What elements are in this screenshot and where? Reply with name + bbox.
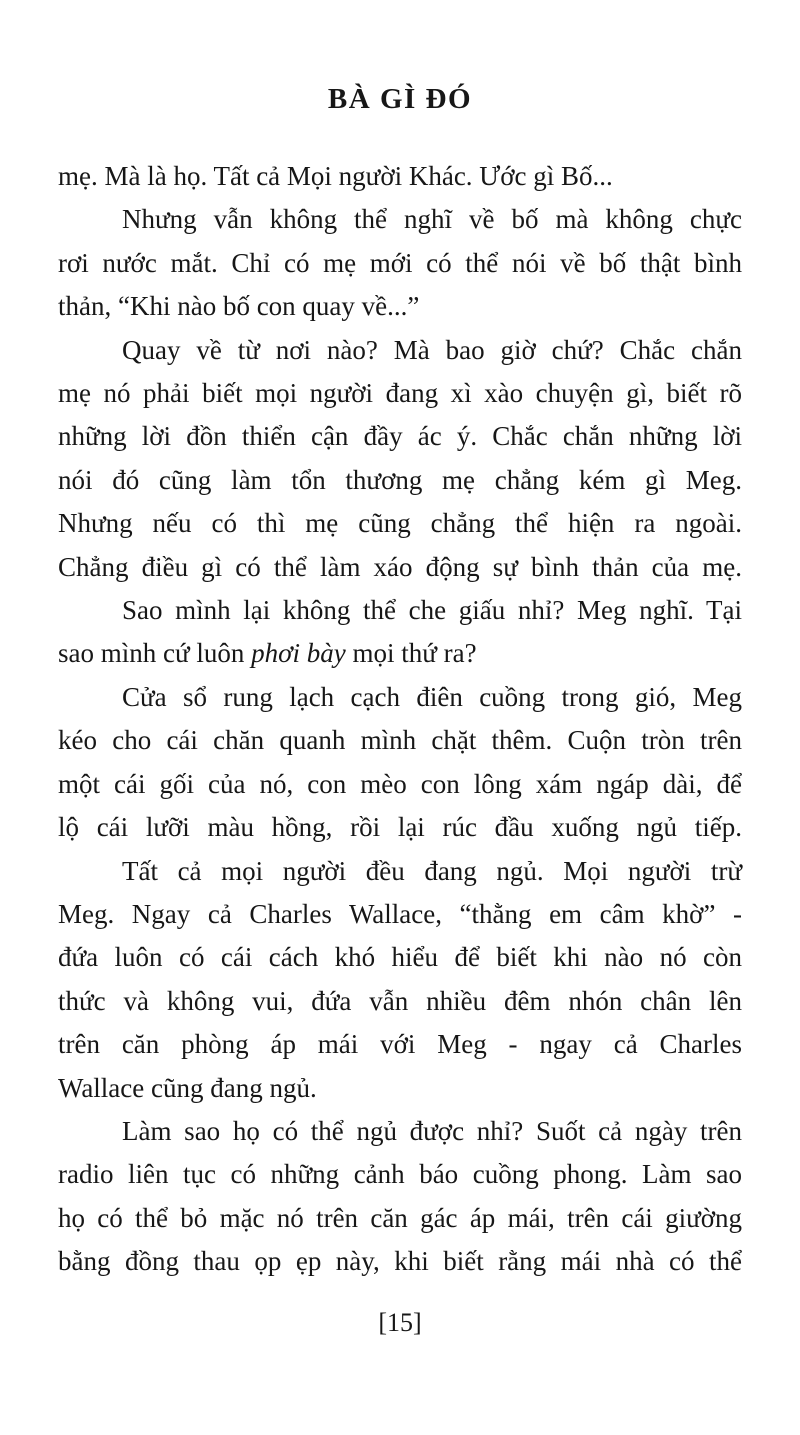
text-line: nói đó cũng làm tổn thương mẹ chẳng kém gì Meg. <box>58 464 742 495</box>
text-line: thức và không vui, đứa vẫn nhiều đêm nhón chân lên <box>58 985 742 1016</box>
paragraph <box>58 1110 742 1284</box>
paragraph <box>58 589 742 676</box>
paragraph <box>58 676 742 850</box>
text-line: họ có thể bỏ mặc nó trên căn gác áp mái, trên cái giường <box>58 1202 742 1233</box>
text-line: Meg. Ngay cả Charles Wallace, “thằng em câm khờ” - <box>58 898 742 929</box>
text-line: đứa luôn có cái cách khó hiểu để biết khi nào nó còn <box>58 942 742 973</box>
text-line: radio liên tục có những cảnh báo cuồng phong. Làm sao <box>58 1159 742 1190</box>
text-line: mẹ nó phải biết mọi người đang xì xào chuyện gì, biết rõ <box>58 378 742 409</box>
text-line: Làm sao họ có thể ngủ được nhỉ? Suốt cả ngày trên <box>122 1115 742 1146</box>
text-line: Nhưng nếu có thì mẹ cũng chẳng thể hiện ra ngoài. <box>58 508 742 539</box>
text-line: Tất cả mọi người đều đang ngủ. Mọi người trừ <box>122 855 742 886</box>
text-line: Quay về từ nơi nào? Mà bao giờ chứ? Chắc chắn <box>122 334 742 365</box>
paragraph <box>58 198 742 328</box>
text-line: Chẳng điều gì có thể làm xáo động sự bình thản của mẹ. <box>58 551 742 582</box>
text-line: rơi nước mắt. Chỉ có mẹ mới có thể nói về bố thật bình <box>58 247 742 278</box>
text-line: bằng đồng thau ọp ẹp này, khi biết rằng mái nhà có thể <box>58 1246 742 1277</box>
paragraph <box>58 850 742 1110</box>
text-line: sao mình cứ luôn phơi bày mọi thứ ra? <box>58 638 477 669</box>
text-line: thản, “Khi nào bố con quay về...” <box>58 291 420 322</box>
text-line: mẹ. Mà là họ. Tất cả Mọi người Khác. Ước gì Bố... <box>58 161 613 191</box>
text-line: lộ cái lưỡi màu hồng, rồi lại rúc đầu xuống ngủ tiếp. <box>58 812 742 843</box>
text-line: Sao mình lại không thể che giấu nhỉ? Meg nghĩ. Tại <box>122 595 742 626</box>
page-number: [15] <box>378 1308 422 1337</box>
text-line: Cửa sổ rung lạch cạch điên cuồng trong gió, Meg <box>122 681 742 712</box>
text-line: kéo cho cái chăn quanh mình chặt thêm. Cuộn tròn trên <box>58 725 742 756</box>
text-line: Wallace cũng đang ngủ. <box>58 1072 317 1103</box>
paragraph <box>58 329 742 589</box>
text-line: trên căn phòng áp mái với Meg - ngay cả Charles <box>58 1029 742 1060</box>
text-line: những lời đồn thiển cận đầy ác ý. Chắc chắn những lời <box>58 421 742 452</box>
paragraph <box>58 155 742 198</box>
text-line: một cái gối của nó, con mèo con lông xám ngáp dài, để <box>58 768 742 799</box>
body-text <box>58 155 742 1284</box>
text-line: Nhưng vẫn không thể nghĩ về bố mà không chực <box>122 204 742 235</box>
chapter-title: BÀ GÌ ĐÓ <box>327 83 473 115</box>
